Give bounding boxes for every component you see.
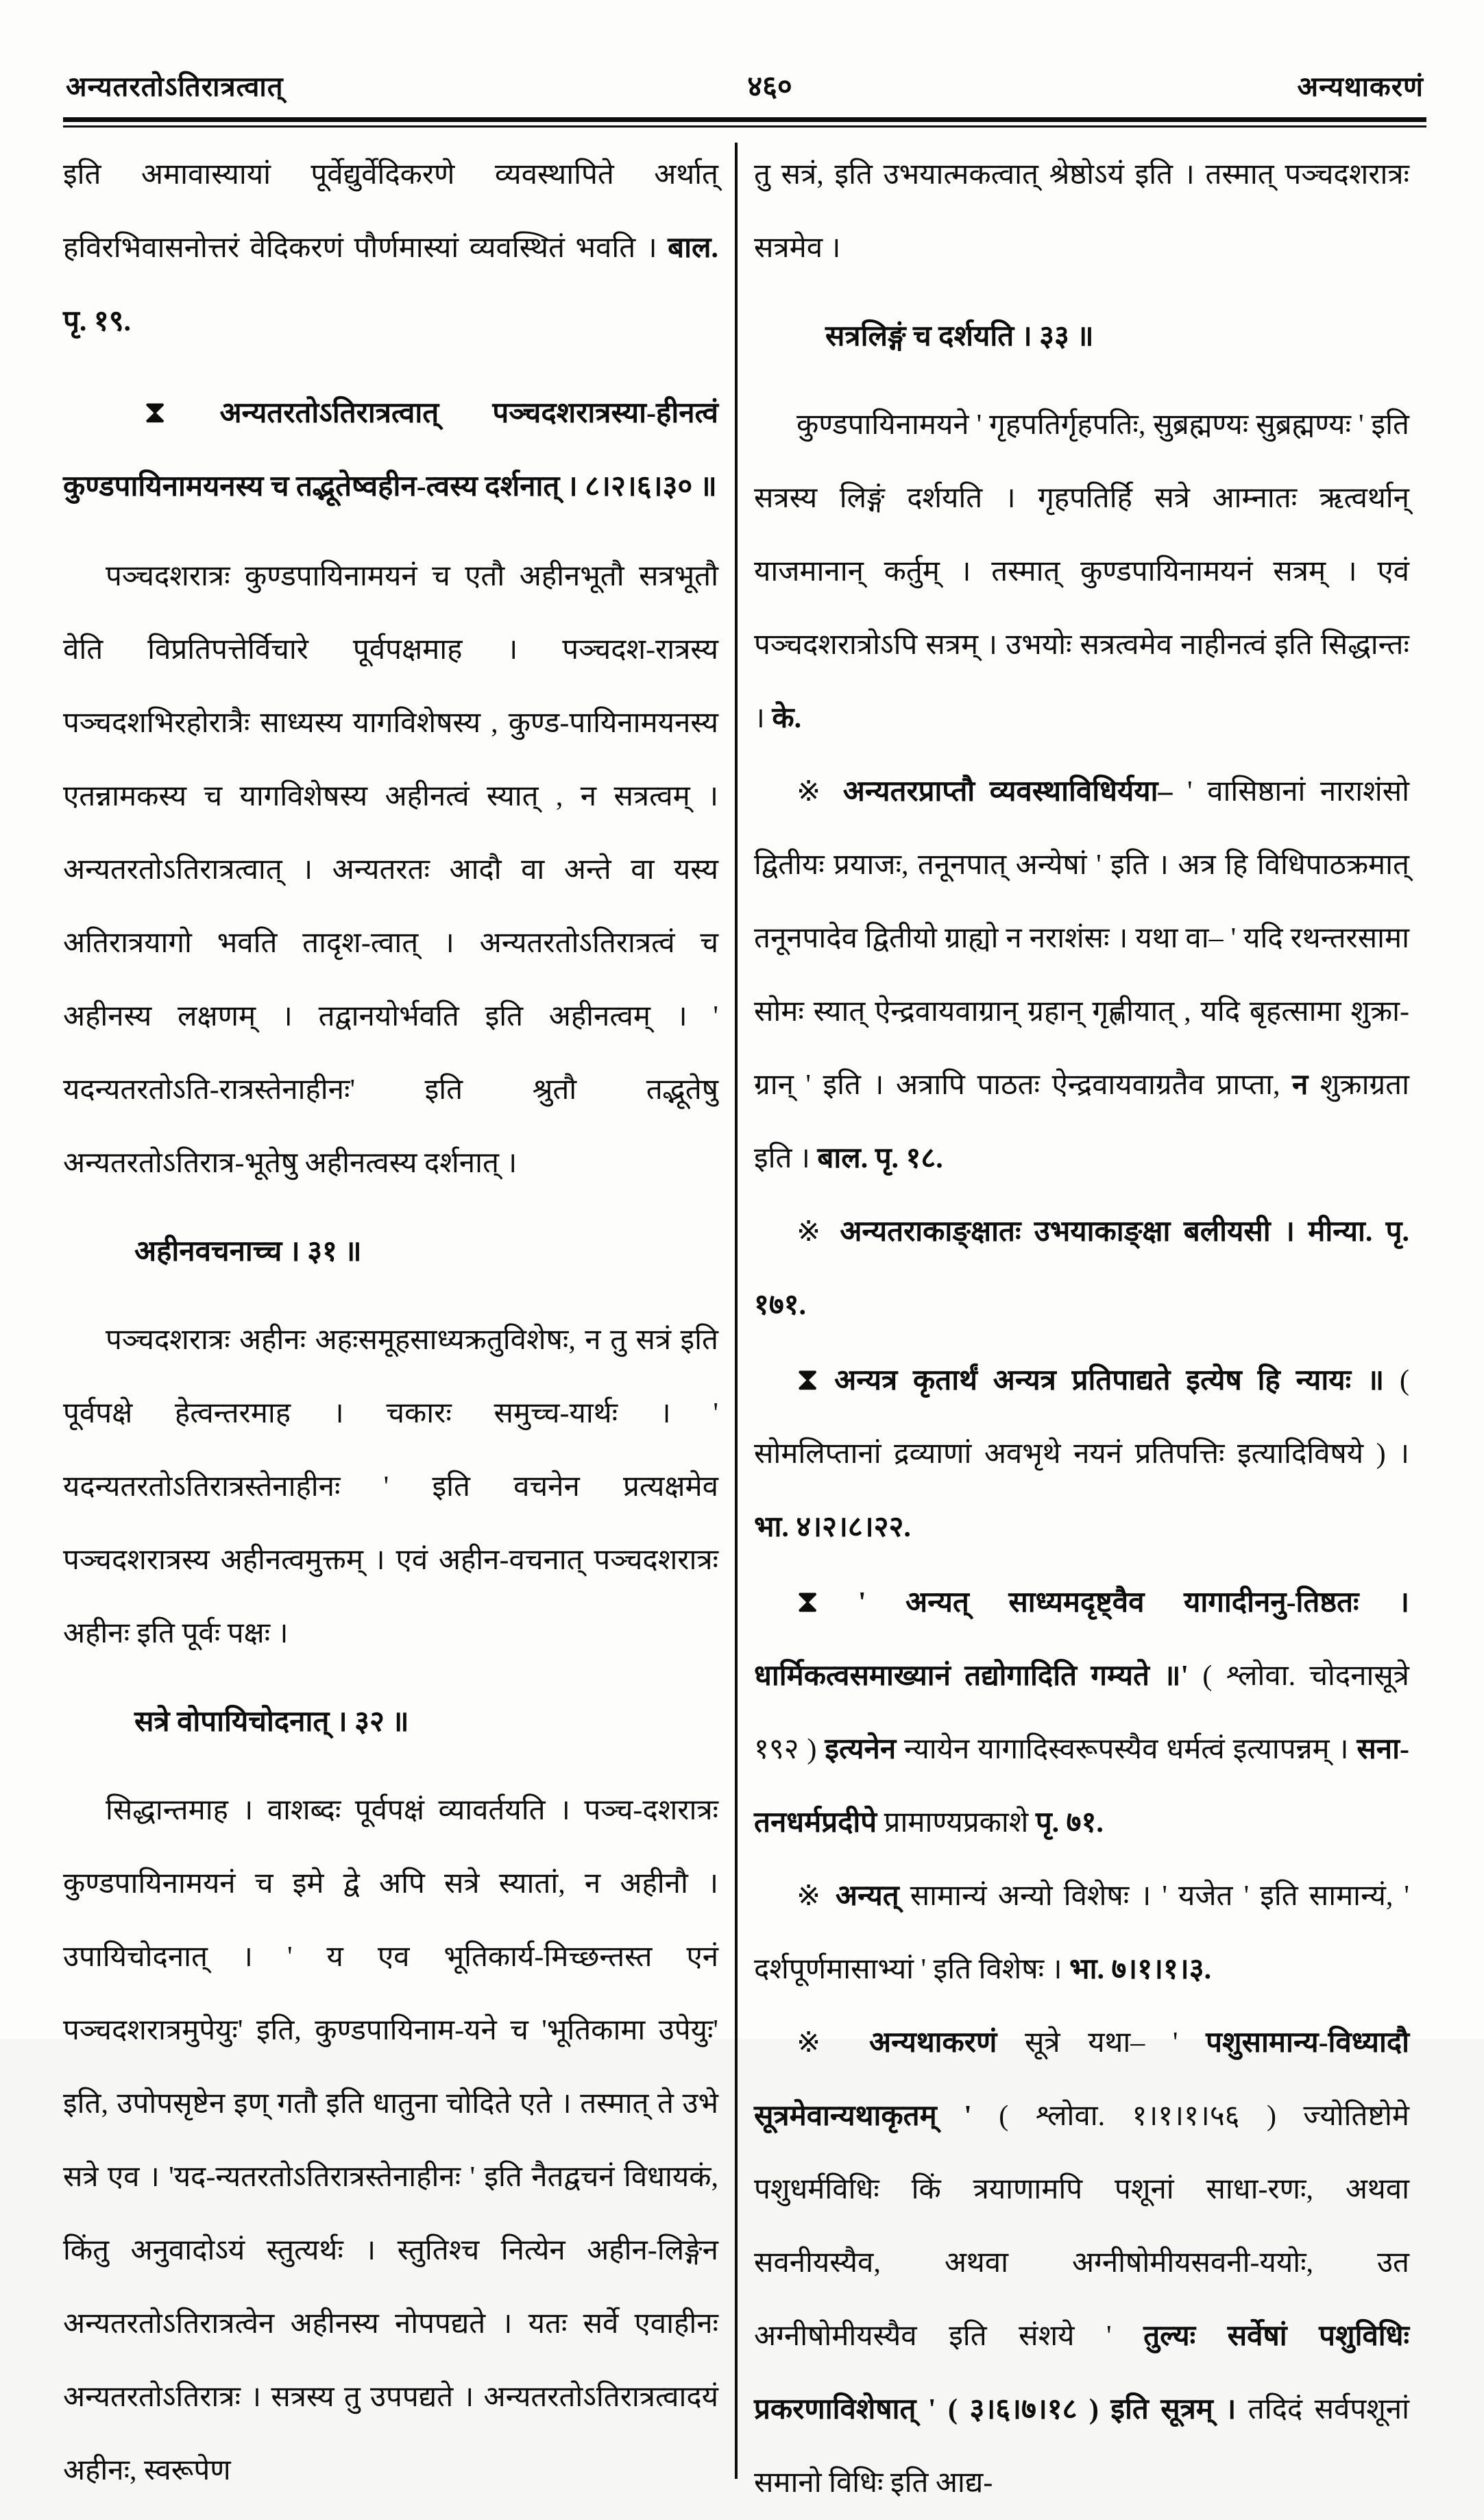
entry-paragraph (754, 1860, 1409, 2007)
paragraph (63, 1774, 718, 2508)
paragraph (754, 389, 1409, 755)
text-run: इत्यनेन (825, 1734, 897, 1765)
text-run: न्यायेन यागादिस्वरूपस्यैव धर्मत्वं इत्यापन्नम् । (896, 1734, 1357, 1765)
running-head (0, 0, 1484, 117)
entry-paragraph (754, 1196, 1409, 1342)
text-run: तु सत्रं, इति उभयात्मकत्वात् श्रेष्ठोऽयं इति । तस्मात् पञ्चदशरात्रः सत्रमेव । (754, 159, 1409, 264)
text-run: न (1292, 1069, 1309, 1101)
text-run: ( सोमलिप्तानां द्रव्याणां अवभृथे नयनं प्रतिपत्तिः इत्यादिविषये ) । (754, 1365, 1409, 1470)
entry-paragraph (754, 1342, 1409, 1564)
text-run: प्रामाण्यप्रकाशे (877, 1807, 1036, 1839)
entry-paragraph (754, 1564, 1409, 1860)
page-number: ४६० (747, 71, 792, 103)
text-run: सामान्यं अन्यो विशेषः । ' यजेत ' इति सामान्यं, ' दर्शपूर्णमासाभ्यां ' इति विशेषः । (754, 1880, 1409, 1985)
text-run: सिद्धान्तमाह । वाशब्दः पूर्वपक्षं व्यावर्तयति । पञ्च-दशरात्रः कुण्डपायिनामयनं च इमे द्वे अपि सत्रे स्यातां, न अहीनौ । उपायिचोदनात् । ' य एव भूतिकार्य-मिच्छन्तस्त एनं पञ्चदशरात्रमुपेयुः' इति, कुण्डपायिनाम-यने च 'भूतिकामा उपेयुः' इति, उपोपसृष्टेन इण् गतौ इति धातुना चोदिते एते । तस्मात् ते उभे सत्रे एव । 'यद-न्यतरतोऽतिरात्रस्तेनाहीनः ' इति नैतद्वचनं विधायकं, किंतु अनुवादोऽयं स्तुत्यर्थः । स्तुतिश्च नित्येन अहीन-लिङ्गेन अन्यतरतोऽतिरात्रत्वेन अहीनस्य नोपपद्यते । यतः सर्वे एवाहीनः अन्यतरतोऽतिरात्रः । सत्रस्य तु उपपद्यते । अन्यतरतोऽतिरात्रत्वादयं अहीनः, स्वरूपेण (63, 1795, 718, 2486)
text-run: बाल. पृ. १९. (63, 232, 718, 337)
text-run: भा. ७।१।१।३. (1069, 1954, 1212, 1985)
text-run: इति अमावास्यायां पूर्वेद्युर्वेदिकरणे व्यवस्थापिते अर्थात् हविरभिवासनोत्तरं वेदिकरणं पौर्णमास्यां व्यवस्थितं भवति । (63, 159, 718, 264)
header-rule (63, 117, 1426, 128)
sutra-heading (134, 1215, 718, 1289)
text-run: कुण्डपायिनामयने ' गृहपतिर्गृहपतिः, सुब्रह्मण्यः सुब्रह्मण्यः ' इति सत्रस्य लिङ्गं दर्शयति । गृहपतिर्हि सत्रे आम्नातः ऋत्वर्थान् याजमानान् कर्तुम् । तस्मात् कुण्डपायिनामयनं सत्रम् । एवं पञ्चदशरात्रोऽपि सत्रम् । उभयोः सत्रत्वमेव नाहीनत्वं इति सिद्धान्तः । (754, 409, 1409, 734)
right-column (754, 138, 1409, 2520)
text-run: ( श्लोवा. चोदनासूत्रे १९२ ) (754, 1660, 1409, 1765)
paragraph (754, 138, 1409, 285)
text-run: तुल्यः सर्वेषां पशुविधिः प्रकरणाविशेषात् ' ( ३।६।७।१८ ) इति सूत्रम् । (754, 2321, 1409, 2425)
running-title-left: अन्यतरतोऽतिरात्रत्वात् (66, 71, 284, 102)
ornament-icon: ⧗ (796, 1584, 819, 1619)
text-columns (0, 128, 1484, 2520)
text-run: सना-तनधर्मप्रदीपे (754, 1734, 1409, 1839)
reference-mark-icon: ※ (796, 1216, 840, 1248)
paragraph (63, 138, 718, 359)
text-run: अन्यतरतोऽतिरात्रत्वात् पञ्चदशरात्रस्या-हीनत्वं कुण्डपायिनामयनस्य च तद्भूतेष्वहीन-त्वस्य दर्शनात् । ८।२।६।३० ॥ (63, 398, 718, 502)
text-run: ' अन्यत् साध्यमदृष्ट्वैव यागादीननु-तिष्ठतः । धार्मिकत्वसमाख्यानं तद्योगादिति गम्यते ॥' (754, 1587, 1409, 1692)
running-title-right: अन्यथाकरणं (1297, 71, 1424, 102)
ornament-icon: ⧗ (796, 1361, 819, 1396)
text-run: पृ. ७१. (1035, 1807, 1104, 1839)
text-run: अन्यत् (835, 1880, 899, 1912)
text-run: सत्रलिङ्गं च दर्शयति । ३३ ॥ (825, 321, 1094, 352)
text-run: शुक्राग्रता इति । (754, 1069, 1409, 1174)
text-run: ' वासिष्ठानां नाराशंसो द्वितीयः प्रयाजः, तनूनपात् अन्येषां ' इति । अत्र हि विधिपाठक्रमात् तनूनपादेव द्वितीयो ग्राह्यो न नराशंसः । यथा वा– ' यदि रथन्तरसामा सोमः स्यात् ऐन्द्रवायवाग्रान् ग्रहान् गृह्णीयात् , यदि बृहत्सामा शुक्रा-ग्रान् ' इति । अत्रापि पाठतः ऐन्द्रवायवाग्रतैव प्राप्ता, (754, 776, 1409, 1101)
sutra-heading (134, 1686, 718, 1759)
left-column (63, 138, 718, 2520)
text-run: पशुसामान्य-विध्यादौ सूत्रमेवान्यथाकृतम् ' (754, 2027, 1409, 2132)
text-run: सत्रे वोपायिचोदनात् । ३२ ॥ (134, 1706, 409, 1738)
entry-paragraph (754, 2007, 1409, 2520)
text-run: पञ्चदशरात्रः अहीनः अहःसमूहसाध्यक्रतुविशेषः, न तु सत्रं इति पूर्वपक्षे हेत्वन्तरमाह । चकारः समुच्च-यार्थः । ' यदन्यतरतोऽतिरात्रस्तेनाहीनः ' इति वचनेन प्रत्यक्षमेव पञ्चदशरात्रस्य अहीनत्वमुक्तम् । एवं अहीन-वचनात् पञ्चदशरात्रः अहीनः इति पूर्वः पक्षः । (63, 1324, 718, 1649)
text-run: अन्यतरप्राप्तौ व्यवस्थाविधिर्यया– (842, 776, 1173, 808)
text-run: सूत्रे यथा– ' (997, 2027, 1206, 2059)
text-run: अहीनवचनाच्च । ३१ ॥ (134, 1236, 362, 1268)
sutra-paragraph (63, 375, 718, 524)
text-run: तदिदं सर्वपशूनां समानो विधिः इति आद्य- (754, 2394, 1409, 2499)
text-run: बाल. पृ. १८. (817, 1143, 943, 1174)
column-divider-rule (735, 143, 738, 2479)
ornament-icon: ⧗ (144, 394, 167, 429)
text-run: अन्यत्र कृतार्थं अन्यत्र प्रतिपाद्यते इत्येष हि न्यायः ॥ (818, 1365, 1385, 1396)
reference-mark-icon: ※ (796, 1880, 836, 1912)
reference-mark-icon: ※ (796, 2027, 869, 2059)
entry-paragraph (754, 755, 1409, 1196)
paragraph (63, 1304, 718, 1671)
sutra-heading (825, 300, 1409, 374)
text-run: अन्यतराकाङ्क्षातः उभयाकाङ्क्षा बलीयसी । मीन्या. पृ. १७१. (754, 1216, 1409, 1321)
text-run: पञ्चदशरात्रः कुण्डपायिनामयनं च एतौ अहीनभूतौ सत्रभूतौ वेति विप्रतिपत्तेर्विचारे पूर्वपक्षमाह । पञ्चदश-रात्रस्य पञ्चदशभिरहोरात्रैः साध्यस्य यागविशेषस्य , कुण्ड-पायिनामयनस्य एतन्नामकस्य च यागविशेषस्य अहीनत्वं स्यात् , न सत्रत्वम् । अन्यतरतोऽतिरात्रत्वात् । अन्यतरतः आदौ वा अन्ते वा यस्य अतिरात्रयागो भवति तादृश-त्वात् । अन्यतरतोऽतिरात्रत्वं च अहीनस्य लक्षणम् । तद्वानयोर्भवति इति अहीनत्वम् । ' यदन्यतरतोऽति-रात्रस्तेनाहीनः' इति श्रुतौ तद्भूतेषु अन्यतरतोऽतिरात्र-भूतेषु अहीनत्वस्य दर्शनात् । (63, 561, 718, 1179)
paragraph (63, 540, 718, 1200)
reference-mark-icon: ※ (796, 776, 843, 808)
text-run: भा. ४।२।८।२२. (754, 1512, 911, 1543)
text-run: के. (772, 703, 802, 734)
text-run: अन्यथाकरणं (868, 2027, 997, 2059)
text-run: ( श्लोवा. १।१।१।५६ ) ज्योतिष्टोमे पशुधर्मविधिः किं त्रयाणामपि पशूनां साधा-रणः, अथवा सवनीयस्यैव, अथवा अग्नीषोमीयसवनी-ययोः, उत अग्नीषोमीयस्यैव इति संशये ' (754, 2100, 1409, 2352)
